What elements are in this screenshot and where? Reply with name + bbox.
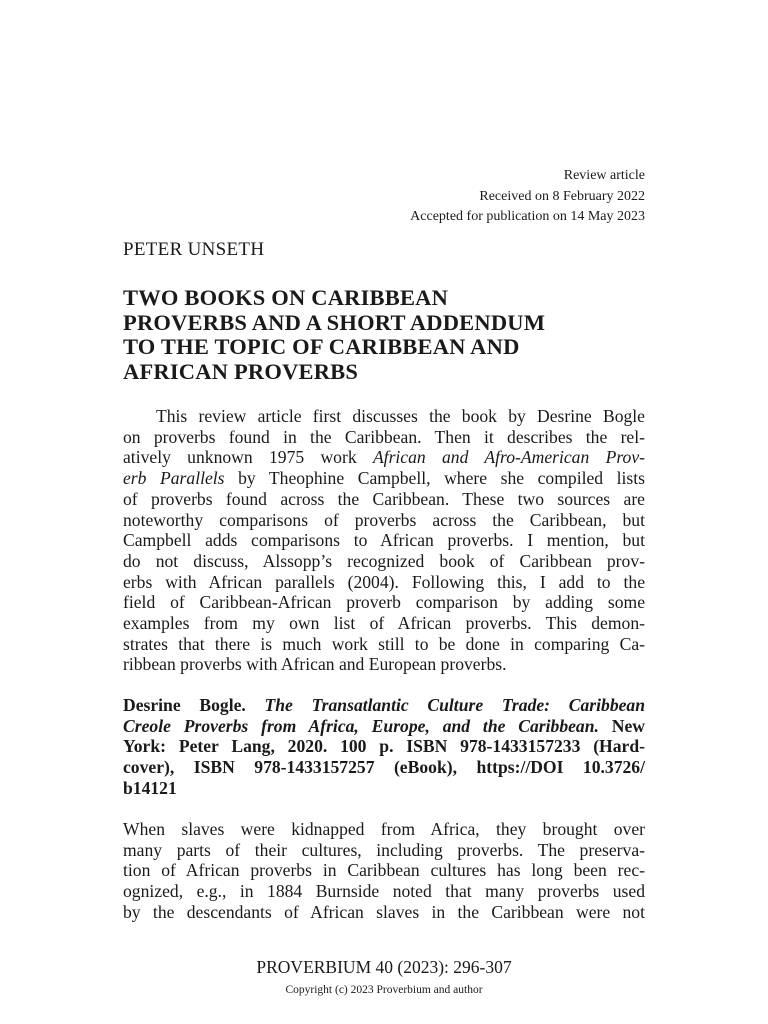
accepted-date: Accepted for publication on 14 May 2023 <box>410 209 645 224</box>
body-line: by the descendants of African slaves in the Caribbean were not <box>123 901 645 922</box>
abstract-line: strates that there is much work still to be done in comparing Ca- <box>123 633 645 654</box>
abstract-line: do not discuss, Alssopp’s recognized book of Caribbean prov- <box>123 550 645 571</box>
title-line: TO THE TOPIC OF CARIBBEAN AND <box>123 334 520 359</box>
abstract-text: by Theophine Campbell, where she compiled lists <box>224 468 646 489</box>
citation-author: Desrine Bogle. <box>123 695 265 715</box>
title-line: TWO BOOKS ON CARIBBEAN <box>123 285 449 310</box>
abstract-line: Campbell adds comparisons to African proverbs. I mention, but <box>123 530 645 551</box>
citation-line: b14121 <box>123 777 177 798</box>
abstract-text: atively unknown 1975 work <box>123 447 373 468</box>
body-line: ognized, e.g., in 1884 Burnside noted that many proverbs used <box>123 881 645 902</box>
abstract-paragraph <box>123 406 645 675</box>
book-citation <box>123 695 645 799</box>
citation-line <box>123 695 645 716</box>
received-date: Received on 8 February 2022 <box>479 188 645 204</box>
abstract-line: ribbean proverbs with African and European proverbs. <box>123 654 507 675</box>
abstract-line: field of Caribbean-African proverb comparison by adding some <box>123 592 645 613</box>
book-title-italic: African and Afro-American Prov- <box>372 447 645 468</box>
abstract-line: of proverbs found across the Caribbean. These two sources are <box>123 488 645 509</box>
title-line: PROVERBS AND A SHORT ADDENDUM <box>123 309 546 335</box>
citation-text: New <box>598 715 645 736</box>
article-title <box>123 286 645 384</box>
abstract-line <box>123 468 645 489</box>
abstract-line: This review article first discusses the book by Desrine Bogle <box>156 406 645 426</box>
citation-line <box>123 716 645 737</box>
author-name: PETER UNSETH <box>123 239 265 260</box>
book-title-italic: erb Parallels <box>123 468 225 489</box>
title-line: AFRICAN PROVERBS <box>123 358 359 384</box>
citation-book-title: Creole Proverbs from Africa, Europe, and the Caribbean. <box>123 715 599 736</box>
abstract-line <box>123 447 645 468</box>
article-meta <box>410 166 645 228</box>
citation-line: cover), ISBN 978-1433157257 (eBook), https://DOI 10.3726/ <box>123 757 645 778</box>
abstract-line: erbs with African parallels (2004). Following this, I add to the <box>123 571 645 592</box>
body-line: When slaves were kidnapped from Africa, they brought over <box>123 819 645 839</box>
abstract-line: on proverbs found in the Caribbean. Then it describes the rel- <box>123 426 645 447</box>
body-line: many parts of their cultures, including proverbs. The preserva- <box>123 839 645 860</box>
citation-book-title: The Transatlantic Culture Trade: Caribbean <box>264 695 646 715</box>
journal-footer: PROVERBIUM 40 (2023): 296-307 <box>256 957 512 977</box>
copyright-notice: Copyright (c) 2023 Proverbium and author <box>285 984 483 996</box>
abstract-line: noteworthy comparisons of proverbs across the Caribbean, but <box>123 509 645 530</box>
body-paragraph <box>123 819 645 923</box>
article-type: Review article <box>563 168 645 183</box>
body-line: tion of African proverbs in Caribbean cultures has long been rec- <box>123 860 645 881</box>
citation-line: York: Peter Lang, 2020. 100 p. ISBN 978-1433157233 (Hard- <box>123 736 645 757</box>
abstract-line: examples from my own list of African proverbs. This demon- <box>123 613 645 634</box>
